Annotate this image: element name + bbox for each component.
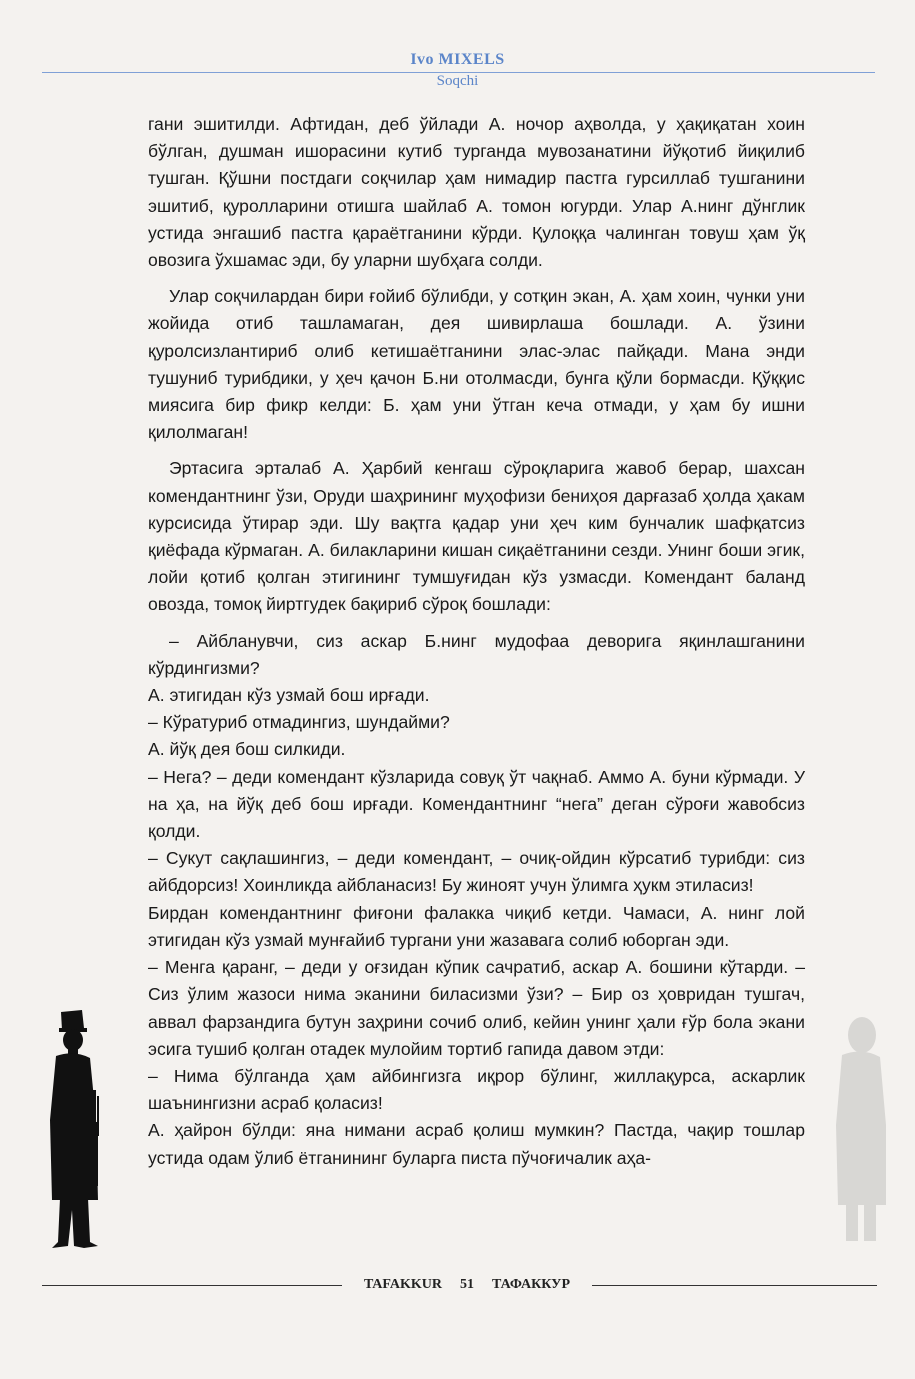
- footer-journal-cyrillic: ТАФАККУР: [492, 1277, 571, 1292]
- paragraph: А. этигидан кўз узмай бош ирғади.: [148, 685, 430, 706]
- body-text: [148, 111, 805, 1172]
- paragraph: Эртасига эрталаб А. Ҳарбий кенгаш сўроқларига жавоб берар, шахсан комендантнинг ўзи, Оруди шаҳрининг муҳофизи бениҳоя дарғазаб ҳолда ҳакам курсисида ўтирар эди. Шу вақтга қадар уни ҳеч ким бунчалик шафқатсиз қиёфада кўрмаган. А. билакларини кишан сиқаётганини сезди. Унинг боши эгик, лойи қотиб қолган этигининг тумшуғидан кўз узмасди. Комендант баланд овозда, томоқ йиртгудек бақириб сўроқ бошлади:: [148, 458, 805, 615]
- soldier-silhouette-illustration: [44, 1010, 104, 1250]
- header-title: Soqchi: [436, 73, 479, 89]
- page-footer: [0, 1275, 915, 1295]
- paragraph: А. ҳайрон бўлди: яна нимани асраб қолиш мумкин? Пастда, чақир тошлар устида одам ўлиб ётганининг буларга писта пўчоғичалик аҳа-: [148, 1120, 805, 1168]
- paragraph: – Нега? – деди комендант кўзларида совуқ ўт чақнаб. Аммо А. буни кўрмади. У на ҳа, на йўқ деб бош ирғади. Комендантнинг “нега” деган сўроғи жавобсиз қолди.: [148, 766, 805, 842]
- footer-rule-left: [42, 1285, 342, 1286]
- paragraph: – Менга қаранг, – деди у оғзидан кўпик сачратиб, аскар А. бошини кўтарди. – Сиз ўлим жазоси нима эканини биласизми ўзи? – Бир оз ҳовридан тушгач, аввал фарзандига бутун заҳрини сочиб олиб, кейин унинг ҳали ғўр бола экани эсига тушиб қолган отадек мулойим тортиб гапида давом этди:: [148, 957, 805, 1059]
- footer-journal-latin: TAFAKKUR: [363, 1277, 443, 1292]
- faded-soldier-illustration: [828, 1005, 892, 1245]
- page-number: 51: [460, 1277, 475, 1292]
- paragraph: Бирдан комендантнинг фиғони фалакка чиқиб кетди. Чамаси, А. нинг лой этигидан кўз узмай мунғайиб тургани уни жазавага солиб юборган эди.: [148, 902, 805, 950]
- paragraph: Улар соқчилардан бири ғойиб бўлибди, у сотқин экан, А. ҳам хоин, чунки уни жойида отиб ташламаган, дея шивирлаша бошлади. А. ўзини қуролсизлантириб олиб кетишаётганини элас-элас пайқади. Мана энди тушуниб турибдики, у ҳеч қачон Б.ни отолмасди, бунга қўли бормасди. Қўққис миясига бир фикр келди: Б. ҳам уни ўтган кеча отмади, у ҳам бу ишни қилолмаган!: [148, 286, 805, 443]
- paragraph: – Сукут сақлашингиз, – деди комендант, – очиқ-ойдин кўрсатиб турибди: сиз айбдорсиз! Хоинликда айбланасиз! Бу жиноят учун ўлимга ҳукм этиласиз!: [148, 848, 805, 896]
- footer-text: [342, 1275, 592, 1295]
- footer-rule-right: [592, 1285, 877, 1286]
- header-author: Ivo MIXELS: [410, 51, 505, 68]
- paragraph: А. йўқ дея бош силкиди.: [148, 739, 346, 760]
- paragraph: гани эшитилди. Афтидан, деб ўйлади А. ночор аҳволда, у ҳақиқатан хоин бўлган, душман ишорасини кутиб турганда мувозанатини йўқотиб йиқилиб тушган. Қўшни постдаги соқчилар ҳам нимадир пастга гурсиллаб тушганини эшитиб, қуролларини отишга шайлаб А. томон югурди. Улар А.нинг дўнглик устида энгашиб пастга қараётганини кўрди. Қулоққа чалинган товуш ҳам ўқ овозига ўхшамас эди, бу уларни шубҳага солди.: [148, 114, 805, 271]
- header-rule: [42, 72, 875, 73]
- paragraph: – Айбланувчи, сиз аскар Б.нинг мудофаа деворига яқинлашганини кўрдингизми?: [148, 630, 805, 678]
- paragraph: – Нима бўлганда ҳам айбингизга иқрор бўлинг, жиллақурса, аскарлик шаънингизни асраб қоласиз!: [148, 1065, 805, 1114]
- paragraph: – Кўратуриб отмадингиз, шундайми?: [148, 712, 450, 733]
- running-header: [0, 50, 915, 90]
